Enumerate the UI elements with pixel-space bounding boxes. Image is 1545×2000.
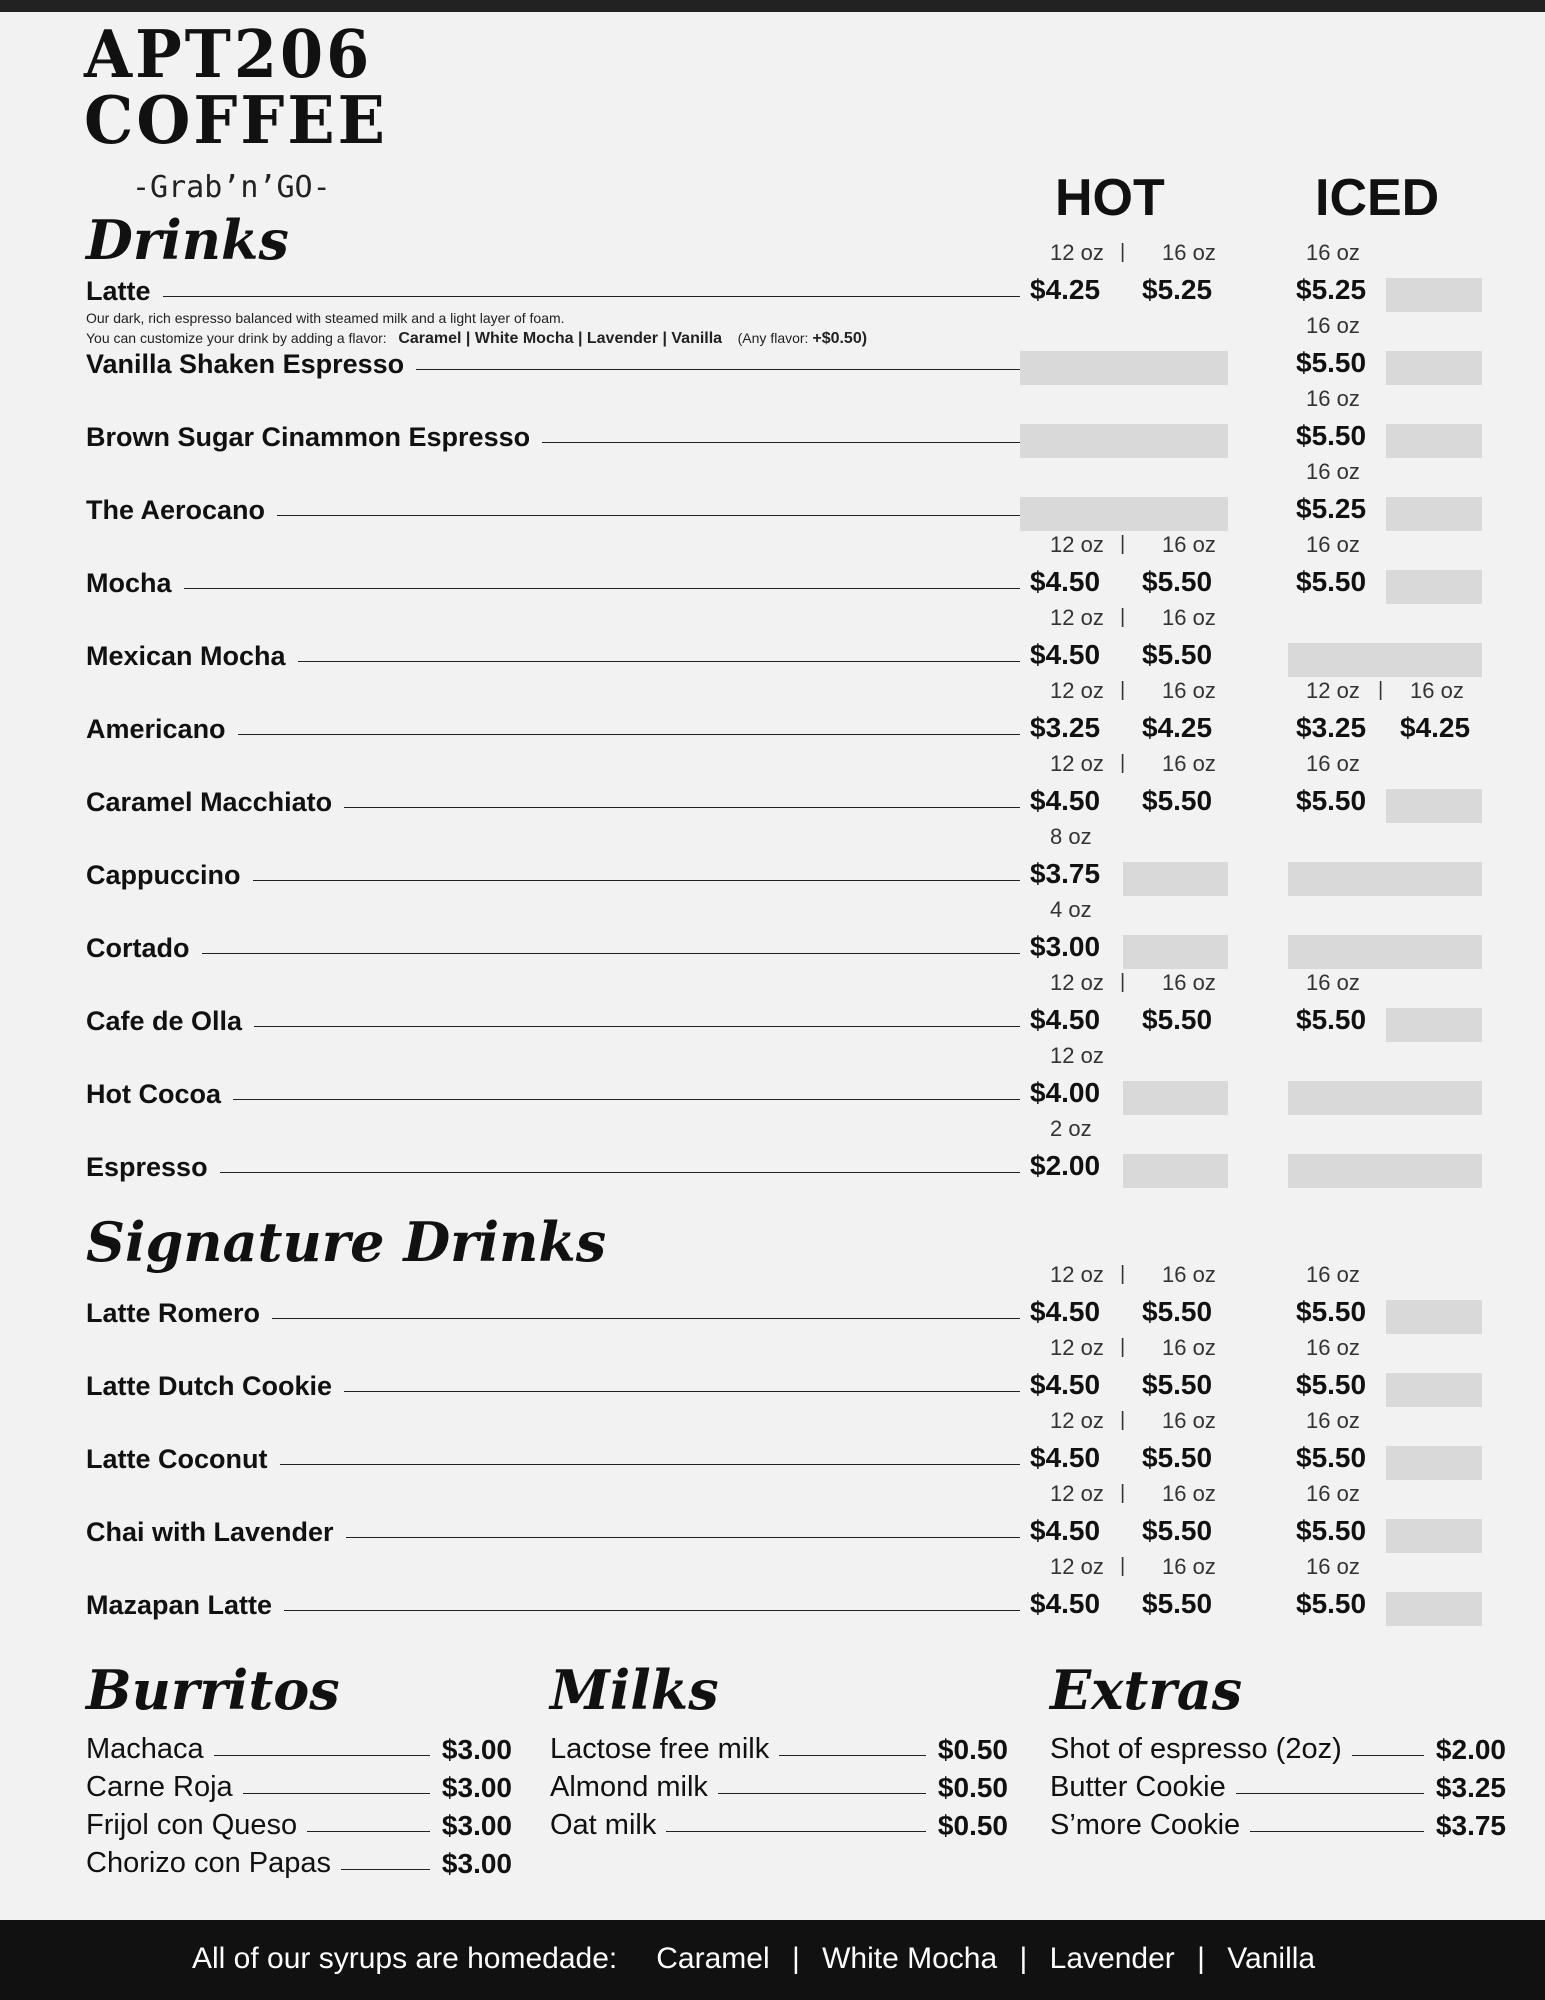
- unavailable-box: [1288, 1154, 1482, 1188]
- latte-any-flavor: (Any flavor:: [737, 330, 809, 346]
- size-label: 8 oz: [1050, 824, 1092, 849]
- price-label: $5.50: [1296, 1588, 1367, 1619]
- leader-line: [254, 1026, 1020, 1027]
- leader-line: [346, 1537, 1020, 1538]
- size-label: 16 oz: [1306, 1481, 1360, 1506]
- footer-text: [192, 1942, 1329, 1976]
- price-label: $5.50: [1296, 420, 1367, 451]
- leader-line: [341, 1869, 430, 1870]
- size-label: 4 oz: [1050, 897, 1092, 922]
- price-label: $4.50: [1030, 1442, 1101, 1473]
- size-label: 16 oz: [1162, 1481, 1216, 1506]
- item-name: Shot of espresso (2oz): [1050, 1733, 1342, 1765]
- size-label: 12 oz: [1050, 1408, 1104, 1433]
- section-title-extras: Extras: [1050, 1658, 1243, 1722]
- size-label: 12 oz: [1050, 1335, 1104, 1360]
- item-name: Latte Dutch Cookie: [86, 1371, 333, 1401]
- item-name: Mexican Mocha: [86, 641, 286, 671]
- unavailable-box: [1020, 351, 1228, 385]
- unavailable-box: [1123, 1081, 1228, 1115]
- price-label: $4.50: [1030, 785, 1101, 816]
- size-label: 16 oz: [1410, 678, 1464, 703]
- item-name: Carne Roja: [86, 1771, 233, 1803]
- item-name: Hot Cocoa: [86, 1079, 221, 1109]
- leader-line: [202, 953, 1020, 954]
- unavailable-box: [1386, 351, 1482, 385]
- leader-line: [243, 1793, 430, 1794]
- unavailable-box: [1386, 1300, 1482, 1334]
- latte-flavor-list: Caramel | White Mocha | Lavender | Vanilla: [398, 330, 723, 347]
- list-item: [86, 1732, 512, 1768]
- size-label: 2 oz: [1050, 1116, 1092, 1141]
- leader-line: [284, 1610, 1020, 1611]
- unavailable-box: [1386, 1519, 1482, 1553]
- size-label: 16 oz: [1306, 1408, 1360, 1433]
- price-label: $4.50: [1030, 639, 1101, 670]
- price-label: $5.50: [1142, 1296, 1213, 1327]
- size-label: 12 oz: [1050, 678, 1104, 703]
- unavailable-box: [1386, 497, 1482, 531]
- price-label: $3.25: [1296, 712, 1367, 743]
- size-separator: |: [1120, 241, 1126, 263]
- price-label: $4.50: [1030, 566, 1101, 597]
- footer-separator: |: [1197, 1942, 1205, 1975]
- price-label: $4.00: [1030, 1077, 1101, 1108]
- size-label: 12 oz: [1050, 1043, 1104, 1068]
- size-label: 12 oz: [1050, 1262, 1104, 1287]
- item-name: Caramel Macchiato: [86, 787, 333, 817]
- item-name: Cafe de Olla: [86, 1006, 243, 1036]
- size-separator: |: [1378, 679, 1384, 701]
- price-label: $5.25: [1296, 274, 1367, 305]
- brand-line-2: COFFEE: [84, 82, 388, 159]
- size-label: 12 oz: [1050, 532, 1104, 557]
- list-item: [550, 1732, 1008, 1768]
- unavailable-box: [1123, 935, 1228, 969]
- price-label: $5.50: [1296, 347, 1367, 378]
- section-title-milks: Milks: [550, 1658, 719, 1722]
- leader-line: [542, 442, 1020, 443]
- leader-line: [214, 1755, 430, 1756]
- item-name: Mazapan Latte: [86, 1590, 273, 1620]
- unavailable-box: [1386, 570, 1482, 604]
- size-label: 16 oz: [1306, 459, 1360, 484]
- price-label: $5.50: [1142, 1588, 1213, 1619]
- list-item: [1050, 1770, 1506, 1806]
- size-separator: |: [1120, 752, 1126, 774]
- leader-line: [298, 661, 1020, 662]
- unavailable-box: [1386, 1446, 1482, 1480]
- leader-line: [344, 807, 1020, 808]
- item-name: Brown Sugar Cinammon Espresso: [86, 422, 531, 452]
- item-name: Chorizo con Papas: [86, 1847, 332, 1879]
- unavailable-box: [1288, 862, 1482, 896]
- top-bar: [0, 0, 1545, 12]
- price-label: $4.25: [1142, 712, 1213, 743]
- leader-line: [272, 1318, 1020, 1319]
- list-item: [1050, 1808, 1506, 1844]
- item-price: $3.00: [441, 1848, 512, 1879]
- size-label: 16 oz: [1306, 386, 1360, 411]
- price-label: $5.50: [1296, 566, 1367, 597]
- item-name: Vanilla Shaken Espresso: [86, 349, 405, 379]
- footer-separator: |: [791, 1942, 800, 1975]
- size-label: 16 oz: [1306, 1262, 1360, 1287]
- item-name: Machaca: [86, 1733, 204, 1765]
- item-name: Latte Romero: [86, 1298, 261, 1328]
- item-name: Frijol con Queso: [86, 1809, 298, 1841]
- footer-syrup: White Mocha: [822, 1942, 998, 1975]
- leader-line: [718, 1793, 926, 1794]
- hot-column-header: HOT: [1055, 169, 1165, 227]
- size-separator: |: [1120, 971, 1126, 993]
- size-label: 16 oz: [1306, 1554, 1360, 1579]
- leader-line: [277, 515, 1020, 516]
- size-label: 12 oz: [1050, 605, 1104, 630]
- item-price: $3.75: [1435, 1810, 1506, 1841]
- item-name: Butter Cookie: [1050, 1771, 1226, 1803]
- leader-line: [238, 734, 1020, 735]
- price-label: $3.00: [1030, 931, 1101, 962]
- size-label: 16 oz: [1162, 532, 1216, 557]
- footer-separator: |: [1019, 1942, 1028, 1975]
- footer-label: All of our syrups are homedade:: [192, 1942, 618, 1975]
- section-title-signature: Signature Drinks: [86, 1210, 607, 1274]
- item-name: Cortado: [86, 933, 190, 963]
- item-name: Lactose free milk: [550, 1733, 770, 1765]
- size-label: 12 oz: [1050, 1481, 1104, 1506]
- price-label: $4.25: [1030, 274, 1101, 305]
- unavailable-box: [1020, 497, 1228, 531]
- size-separator: |: [1120, 679, 1126, 701]
- unavailable-box: [1386, 1373, 1482, 1407]
- unavailable-box: [1288, 1081, 1482, 1115]
- item-price: $0.50: [937, 1734, 1008, 1765]
- unavailable-box: [1123, 1154, 1228, 1188]
- size-label: 16 oz: [1162, 240, 1216, 265]
- footer-syrup: Lavender: [1049, 1942, 1175, 1975]
- price-label: $4.50: [1030, 1004, 1101, 1035]
- iced-column-header: ICED: [1315, 169, 1440, 227]
- price-label: $4.50: [1030, 1296, 1101, 1327]
- unavailable-box: [1020, 424, 1228, 458]
- leader-line: [1352, 1755, 1424, 1756]
- unavailable-box: [1386, 424, 1482, 458]
- leader-line: [1250, 1831, 1424, 1832]
- price-label: $5.50: [1142, 1004, 1213, 1035]
- price-label: $5.50: [1142, 1369, 1213, 1400]
- latte-any-flavor-price: +$0.50): [812, 330, 868, 347]
- leader-line: [233, 1099, 1020, 1100]
- price-label: $3.75: [1030, 858, 1101, 889]
- tagline: -Grab’n’GO-: [132, 170, 331, 205]
- size-label: 12 oz: [1050, 1554, 1104, 1579]
- price-label: $5.50: [1296, 1442, 1367, 1473]
- item-name: S’more Cookie: [1050, 1809, 1241, 1841]
- item-name: Almond milk: [550, 1771, 708, 1803]
- price-label: $5.50: [1142, 1442, 1213, 1473]
- leader-line: [280, 1464, 1020, 1465]
- brand-line-1: APT206: [84, 16, 373, 93]
- item-name: Latte: [86, 276, 151, 306]
- price-label: $5.50: [1142, 639, 1213, 670]
- item-price: $3.00: [441, 1734, 512, 1765]
- section-title-burritos: Burritos: [86, 1658, 340, 1722]
- unavailable-box: [1123, 862, 1228, 896]
- price-label: $5.50: [1296, 1515, 1367, 1546]
- item-name: Latte Coconut: [86, 1444, 268, 1474]
- leader-line: [184, 588, 1020, 589]
- leader-line: [344, 1391, 1020, 1392]
- price-label: $4.50: [1030, 1515, 1101, 1546]
- item-price: $3.00: [441, 1772, 512, 1803]
- size-label: 16 oz: [1162, 970, 1216, 995]
- price-label: $5.25: [1296, 493, 1367, 524]
- size-label: 16 oz: [1162, 1554, 1216, 1579]
- size-label: 16 oz: [1162, 678, 1216, 703]
- leader-line: [220, 1172, 1020, 1173]
- unavailable-box: [1288, 643, 1482, 677]
- footer-bar: [0, 1920, 1545, 2000]
- size-label: 16 oz: [1306, 751, 1360, 776]
- size-separator: |: [1120, 1409, 1126, 1431]
- item-price: $3.00: [441, 1810, 512, 1841]
- size-label: 12 oz: [1050, 240, 1104, 265]
- item-name: Espresso: [86, 1152, 208, 1182]
- size-label: 16 oz: [1162, 605, 1216, 630]
- leader-line: [416, 369, 1020, 370]
- latte-description-line1: Our dark, rich espresso balanced with steamed milk and a light layer of foam.: [86, 310, 565, 326]
- size-label: 16 oz: [1306, 970, 1360, 995]
- item-name: Chai with Lavender: [86, 1517, 334, 1547]
- size-separator: |: [1120, 1336, 1126, 1358]
- price-label: $4.50: [1030, 1369, 1101, 1400]
- unavailable-box: [1386, 1592, 1482, 1626]
- list-item: [550, 1808, 1008, 1844]
- size-label: 16 oz: [1306, 1335, 1360, 1360]
- size-separator: |: [1120, 1263, 1126, 1285]
- price-label: $5.50: [1142, 1515, 1213, 1546]
- item-name: The Aerocano: [86, 495, 266, 525]
- item-name: Oat milk: [550, 1809, 657, 1841]
- size-label: 12 oz: [1050, 970, 1104, 995]
- size-label: 16 oz: [1162, 751, 1216, 776]
- item-price: $0.50: [937, 1772, 1008, 1803]
- price-label: $2.00: [1030, 1150, 1101, 1181]
- leader-line: [779, 1755, 926, 1756]
- size-label: 16 oz: [1306, 240, 1360, 265]
- size-separator: |: [1120, 606, 1126, 628]
- leader-line: [163, 296, 1020, 297]
- price-label: $5.50: [1296, 1004, 1367, 1035]
- price-label: $4.25: [1400, 712, 1471, 743]
- size-label: 16 oz: [1162, 1335, 1216, 1360]
- unavailable-box: [1288, 935, 1482, 969]
- unavailable-box: [1386, 1008, 1482, 1042]
- section-title-drinks: Drinks: [86, 208, 289, 272]
- size-label: 16 oz: [1162, 1408, 1216, 1433]
- list-item: [86, 1846, 512, 1882]
- price-label: $5.50: [1142, 566, 1213, 597]
- price-label: $5.50: [1296, 1296, 1367, 1327]
- size-label: 12 oz: [1306, 678, 1360, 703]
- item-name: Cappuccino: [86, 860, 241, 890]
- item-name: Mocha: [86, 568, 172, 598]
- price-label: $5.50: [1142, 785, 1213, 816]
- size-separator: |: [1120, 533, 1126, 555]
- list-item: [86, 1770, 512, 1806]
- price-label: $5.50: [1296, 785, 1367, 816]
- price-label: $4.50: [1030, 1588, 1101, 1619]
- size-label: 12 oz: [1050, 751, 1104, 776]
- leader-line: [1236, 1793, 1424, 1794]
- size-separator: |: [1120, 1482, 1126, 1504]
- leader-line: [666, 1831, 926, 1832]
- item-name: Americano: [86, 714, 226, 744]
- footer-syrup: Vanilla: [1227, 1942, 1316, 1975]
- item-price: $3.25: [1435, 1772, 1506, 1803]
- list-item: [86, 1808, 512, 1844]
- unavailable-box: [1386, 278, 1482, 312]
- item-price: $0.50: [937, 1810, 1008, 1841]
- unavailable-box: [1386, 789, 1482, 823]
- list-item: [1050, 1732, 1506, 1768]
- list-item: [550, 1770, 1008, 1806]
- price-label: $5.25: [1142, 274, 1213, 305]
- size-label: 16 oz: [1162, 1262, 1216, 1287]
- leader-line: [253, 880, 1020, 881]
- leader-line: [307, 1831, 430, 1832]
- size-label: 16 oz: [1306, 313, 1360, 338]
- size-separator: |: [1120, 1555, 1126, 1577]
- price-label: $5.50: [1296, 1369, 1367, 1400]
- footer-syrup: Caramel: [656, 1942, 770, 1975]
- latte-flavor-prefix: You can customize your drink by adding a flavor:: [86, 330, 387, 346]
- size-label: 16 oz: [1306, 532, 1360, 557]
- item-price: $2.00: [1435, 1734, 1506, 1765]
- price-label: $3.25: [1030, 712, 1101, 743]
- brand-logo: [84, 16, 388, 159]
